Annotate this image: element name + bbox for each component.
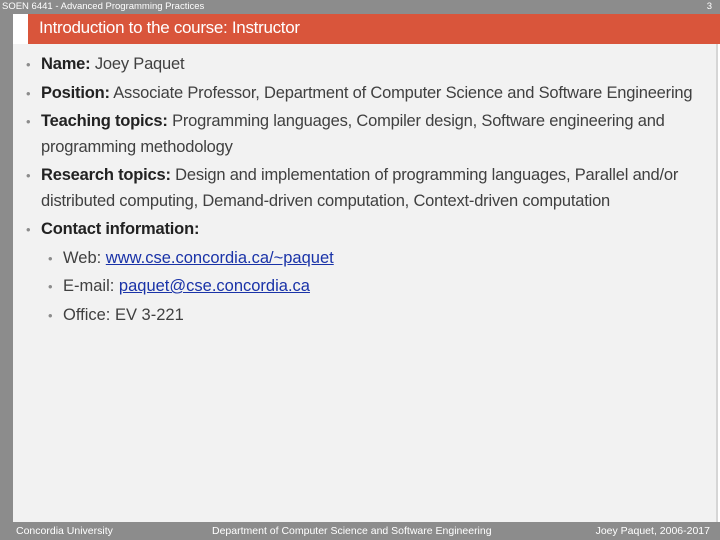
bullet-text: Programming languages, Compiler design, Software engineering and programming methodology xyxy=(41,112,665,156)
slide-title: Introduction to the course: Instructor xyxy=(39,18,300,37)
contact-email xyxy=(26,274,706,300)
bullet-label: Teaching topics: xyxy=(41,112,168,130)
bullet-teaching-topics xyxy=(26,109,706,160)
email-link[interactable]: paquet@cse.concordia.ca xyxy=(118,277,310,295)
footer-bar xyxy=(0,522,720,540)
slide-content xyxy=(26,52,706,331)
sub-bullet-dot-icon: • xyxy=(48,250,53,266)
sub-bullet-dot-icon: • xyxy=(48,279,53,294)
header-bar xyxy=(0,0,720,14)
bullet-name xyxy=(26,52,706,78)
footer-university: Concordia University xyxy=(16,525,113,537)
bullet-contact-information xyxy=(26,217,706,243)
side-strip xyxy=(0,14,13,522)
bullet-label: Name: xyxy=(41,55,91,73)
bullet-label: Research topics: xyxy=(41,166,171,184)
footer-department: Department of Computer Science and Software Engineering xyxy=(212,525,492,537)
title-bar xyxy=(28,14,720,44)
office-text: Office: EV 3-221 xyxy=(63,305,184,324)
bullet-dot-icon: • xyxy=(26,114,31,129)
sub-bullet-dot-icon: • xyxy=(48,307,53,323)
contact-office xyxy=(26,303,706,329)
footer-author: Joey Paquet, 2006-2017 xyxy=(595,525,710,537)
panel-divider xyxy=(716,44,718,522)
bullet-label: Position: xyxy=(41,83,110,102)
bullet-label: Contact information: xyxy=(41,220,200,238)
bullet-dot-icon: • xyxy=(26,168,31,183)
bullet-dot-icon: • xyxy=(26,85,31,101)
web-link[interactable]: www.cse.concordia.ca/~paquet xyxy=(105,248,334,267)
bullet-text: Joey Paquet xyxy=(90,55,185,73)
bullet-research-topics xyxy=(26,163,706,214)
bullet-text: Design and implementation of programming languages, Parallel and/or distributed computing, Demand-driven computation, Context-driven computation xyxy=(41,166,679,210)
course-title: SOEN 6441 - Advanced Programming Practices xyxy=(2,1,205,12)
email-label: E-mail: xyxy=(63,277,119,295)
bullet-position xyxy=(26,81,706,107)
contact-web xyxy=(26,246,706,272)
web-label: Web: xyxy=(63,248,106,267)
bullet-dot-icon: • xyxy=(26,57,31,72)
slide-number: 3 xyxy=(706,1,712,12)
bullet-dot-icon: • xyxy=(26,222,31,237)
bullet-text: Associate Professor, Department of Computer Science and Software Engineering xyxy=(109,83,693,102)
